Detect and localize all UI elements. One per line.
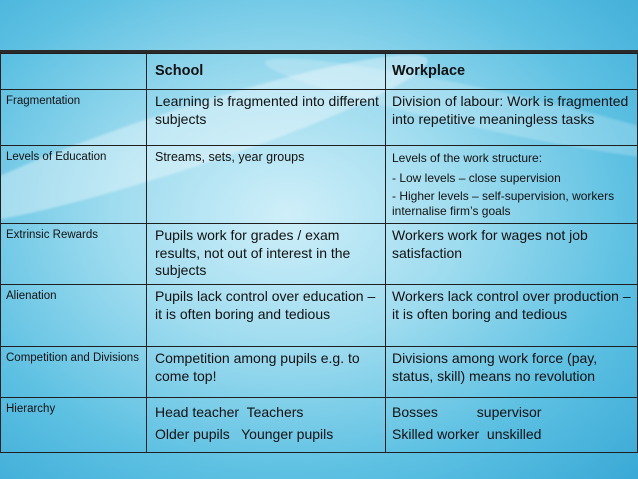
header-workplace: Workplace xyxy=(386,54,638,90)
workplace-line: Bosses supervisor xyxy=(392,404,542,420)
table-header-row xyxy=(1,54,638,90)
workplace-cell: Workers work for wages not job satisfaction xyxy=(386,224,638,285)
workplace-cell: Workers lack control over production – it is often boring and tedious xyxy=(386,285,638,347)
workplace-cell: Divisions among work force (pay, status, skill) means no revolution xyxy=(386,347,638,398)
workplace-cell xyxy=(386,398,638,453)
row-label: Alienation xyxy=(1,285,147,347)
table-row xyxy=(1,347,638,398)
workplace-line: - Higher levels – self-supervision, workers internalise firm’s goals xyxy=(392,189,615,218)
workplace-line: Skilled worker unskilled xyxy=(392,426,542,442)
workplace-cell xyxy=(386,146,638,224)
school-cell: Pupils work for grades / exam results, not out of interest in the subjects xyxy=(147,224,386,285)
table-row xyxy=(1,285,638,347)
row-label: Fragmentation xyxy=(1,90,147,146)
school-cell: Streams, sets, year groups xyxy=(147,146,386,224)
row-label: Competition and Divisions xyxy=(1,347,147,398)
school-line: Head teacher Teachers xyxy=(155,404,304,420)
school-cell: Pupils lack control over education – it is often boring and tedious xyxy=(147,285,386,347)
table-row xyxy=(1,90,638,146)
header-empty-cell xyxy=(1,54,147,90)
row-label: Levels of Education xyxy=(1,146,147,224)
comparison-table xyxy=(0,53,638,453)
row-label: Extrinsic Rewards xyxy=(1,224,147,285)
workplace-cell: Division of labour: Work is fragmented into repetitive meaningless tasks xyxy=(386,90,638,146)
table-row xyxy=(1,224,638,285)
workplace-line: Levels of the work structure: xyxy=(392,151,543,165)
school-cell: Competition among pupils e.g. to come top! xyxy=(147,347,386,398)
table-row xyxy=(1,398,638,453)
school-cell xyxy=(147,398,386,453)
comparison-table-frame xyxy=(0,50,638,453)
table-row xyxy=(1,146,638,224)
workplace-line: - Low levels – close supervision xyxy=(392,171,561,185)
header-school: School xyxy=(147,54,386,90)
school-cell: Learning is fragmented into different subjects xyxy=(147,90,386,146)
row-label: Hierarchy xyxy=(1,398,147,453)
school-line: Older pupils Younger pupils xyxy=(155,426,334,442)
